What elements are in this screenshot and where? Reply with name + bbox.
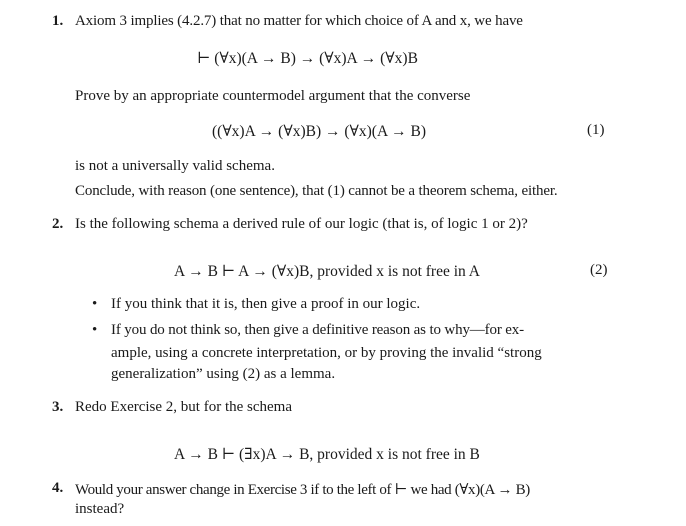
exercise-1-number: 1. (52, 13, 64, 29)
exercise-3-line-1: Redo Exercise 2, but for the schema (75, 399, 293, 415)
exercise-4-line-1: Would your answer change in Exercise 3 if to the left of ⊢ we had (∀x)(A → B) (75, 482, 530, 498)
exercise-2-bullet-1: If you think that it is, then give a proof in our logic. (111, 296, 421, 312)
exercise-2-equation-number: (2) (590, 262, 608, 278)
exercise-3-formula: A → B ⊢ (∃x)A → B, provided x is not free in B (174, 446, 480, 463)
exercise-2-bullet-2-line-1: If you do not think so, then give a definitive reason as to why—for ex- (111, 322, 525, 338)
exercise-1-line-1: Axiom 3 implies (4.2.7) that no matter for which choice of A and x, we have (75, 13, 523, 29)
exercise-1-line-3: is not a universally valid schema. (75, 158, 275, 174)
exercise-2-number: 2. (52, 216, 64, 232)
exercise-1-formula-2: ((∀x)A → (∀x)B) → (∀x)(A → B) (212, 123, 427, 140)
exercise-2-line-1: Is the following schema a derived rule of our logic (that is, of logic 1 or 2)? (75, 216, 528, 232)
exercise-1-line-4: Conclude, with reason (one sentence), that (1) cannot be a theorem schema, either. (75, 183, 558, 199)
bullet-dot-1: • (92, 296, 98, 312)
bullet-dot-2: • (92, 322, 98, 338)
exercise-3-number: 3. (52, 399, 64, 415)
exercise-2-bullet-2-line-3: generalization” using (2) as a lemma. (111, 366, 336, 382)
exercise-2-formula: A → B ⊢ A → (∀x)B, provided x is not free in A (174, 263, 480, 280)
exercise-2-bullet-2-line-2: ample, using a concrete interpretation, or by proving the invalid “strong (111, 345, 542, 361)
exercise-1-formula-1: ⊢ (∀x)(A → B) → (∀x)A → (∀x)B (197, 50, 418, 67)
exercise-4-line-2: instead? (75, 501, 125, 517)
exercise-4-number: 4. (52, 480, 64, 496)
exercise-1-equation-number: (1) (587, 122, 605, 138)
exercise-1-line-2: Prove by an appropriate countermodel argument that the converse (75, 88, 471, 104)
